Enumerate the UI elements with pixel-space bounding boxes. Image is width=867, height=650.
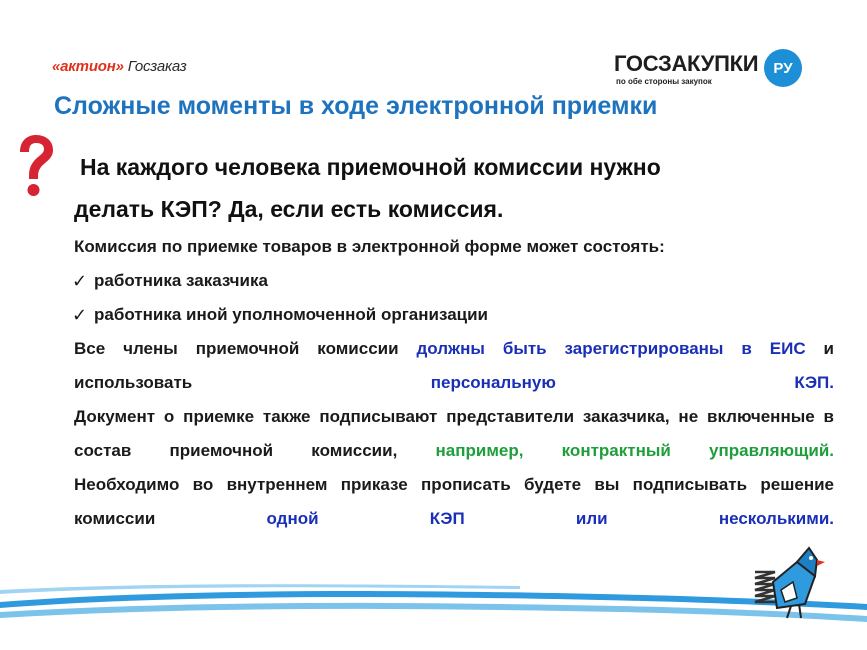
aktion-sub: Госзаказ	[127, 58, 187, 75]
paragraph-text: Документ о приемке также подписывают представители заказчика, не включенные в состав приемочной комиссии,	[74, 407, 834, 460]
bird-mascot-icon	[735, 542, 825, 622]
paragraph-text: Все члены приемочной комиссии	[74, 339, 417, 358]
paragraph-text: и использовать	[74, 339, 834, 392]
question-mark-icon	[14, 134, 56, 200]
goszakupki-word: ГОСЗАКУПКИ	[614, 51, 759, 76]
paragraph-members	[74, 332, 834, 400]
list-item	[74, 264, 834, 298]
highlight-blue-text: персональную КЭП.	[430, 373, 834, 392]
goszakupki-logo	[614, 49, 810, 89]
checkmark-icon: ✓	[72, 305, 88, 325]
slide-title: Сложные моменты в ходе электронной приемки	[54, 92, 658, 120]
paragraph-document	[74, 400, 834, 468]
lead-line-2: делать КЭП? Да, если есть комиссия.	[74, 196, 504, 222]
body-text	[74, 230, 834, 536]
list-item	[74, 298, 834, 332]
checkmark-icon: ✓	[72, 271, 88, 291]
list-item-label: работника иной уполномоченной организации	[94, 305, 489, 324]
highlight-blue-text: одной КЭП или несколькими.	[266, 509, 834, 528]
lead-question	[74, 146, 834, 230]
highlight-green-text: например, контрактный управляющий.	[435, 441, 835, 460]
highlight-blue-text: должны быть зарегистрированы в ЕИС	[416, 339, 806, 358]
intro-text: Комиссия по приемке товаров в электронной форме может состоять:	[74, 237, 665, 256]
paragraph-text: Необходимо во внутреннем приказе прописать будете вы подписывать решение комиссии	[74, 475, 834, 528]
aktion-brand: «актион»	[52, 58, 124, 75]
aktion-logo	[52, 58, 187, 75]
list-item-label: работника заказчика	[94, 271, 268, 290]
goszakupki-tagline: по обе стороны закупок	[616, 77, 712, 86]
lead-line-1: На каждого человека приемочной комиссии нужно	[80, 154, 661, 180]
goszakupki-ru-badge: РУ	[764, 49, 802, 87]
paragraph-order	[74, 468, 834, 536]
